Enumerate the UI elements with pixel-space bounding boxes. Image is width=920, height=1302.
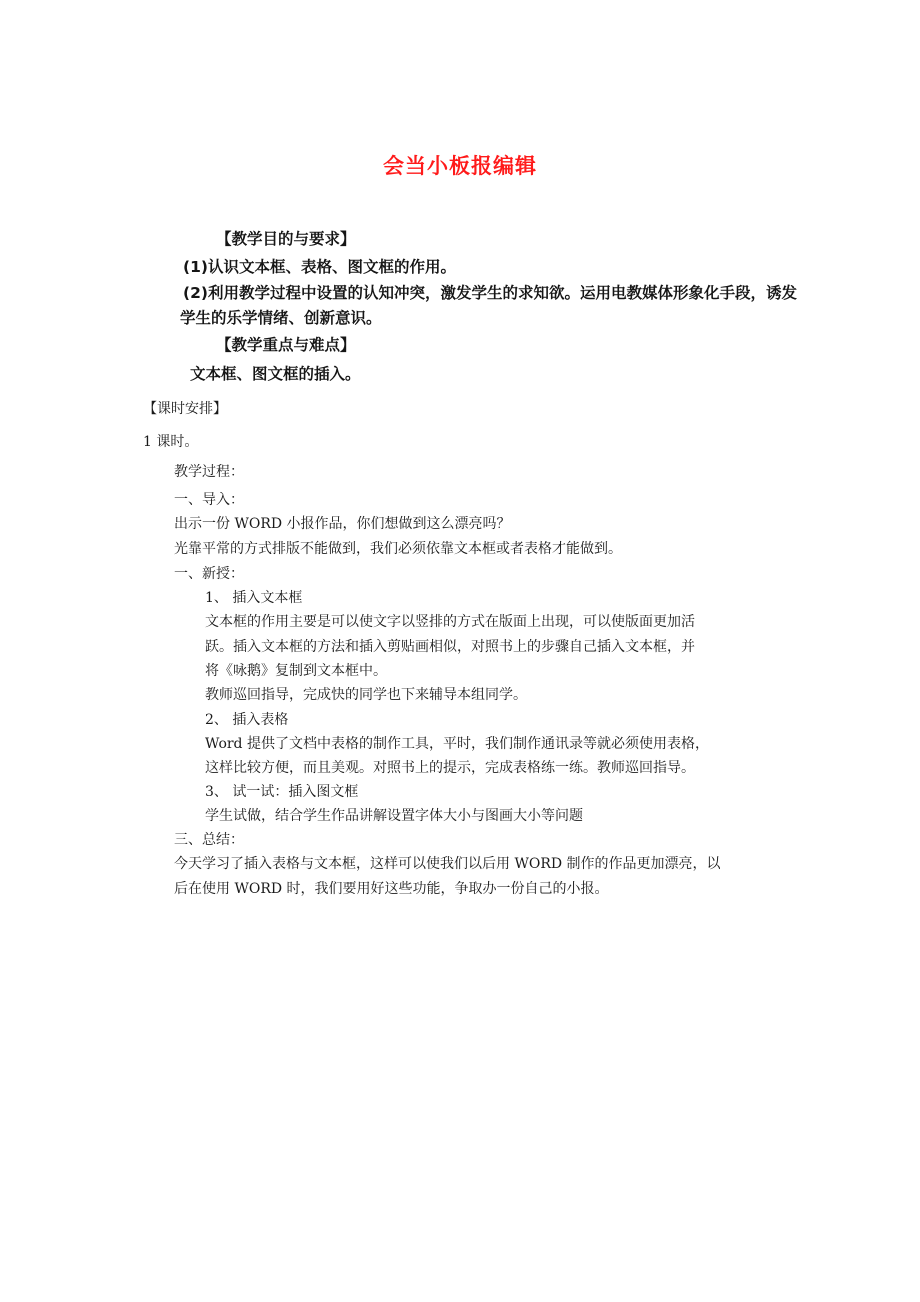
key-points-heading: 【教学重点与难点】 <box>216 336 356 354</box>
process-heading: 教学过程： <box>174 464 244 480</box>
key-points-content: 文本框、图文框的插入。 <box>190 365 361 383</box>
step-2-line-1: Word 提供了文档中表格的制作工具，平时，我们制作通讯录等就必须使用表格， <box>205 736 709 752</box>
schedule-content: 1 课时。 <box>143 434 199 450</box>
step-1-heading: 1、 插入文本框 <box>205 590 303 606</box>
summary-line-1: 今天学习了插入表格与文本框，这样可以使我们以后用 WORD 制作的作品更加漂亮，以 <box>174 856 721 872</box>
intro-heading: 一、导入： <box>174 492 244 508</box>
step-1-line-4: 教师巡回指导，完成快的同学也下来辅导本组同学。 <box>205 687 527 703</box>
objective-item-2-line-2: 学生的乐学情绪、创新意识。 <box>180 309 382 327</box>
intro-line-2: 光靠平常的方式排版不能做到，我们必须依靠文本框或者表格才能做到。 <box>174 541 622 557</box>
objective-item-1: (1)认识文本框、表格、图文框的作用。 <box>183 258 456 276</box>
schedule-heading: 【课时安排】 <box>143 401 227 417</box>
objective-item-2-line-1: (2)利用教学过程中设置的认知冲突，激发学生的求知欲。运用电教媒体形象化手段，诱发 <box>183 284 797 302</box>
intro-line-1: 出示一份 WORD 小报作品，你们想做到这么漂亮吗？ <box>174 516 511 532</box>
step-1-line-3: 将《咏鹅》复制到文本框中。 <box>205 663 387 679</box>
document-title: 会当小板报编辑 <box>383 154 537 178</box>
new-lesson-heading: 一、新授： <box>174 566 244 582</box>
summary-heading: 三、总结： <box>174 832 244 848</box>
step-3-line-1: 学生试做，结合学生作品讲解设置字体大小与图画大小等问题 <box>205 808 583 824</box>
step-2-heading: 2、 插入表格 <box>205 712 289 728</box>
summary-line-2: 后在使用 WORD 时，我们要用好这些功能，争取办一份自己的小报。 <box>174 881 609 897</box>
step-3-heading: 3、 试一试：插入图文框 <box>205 784 359 800</box>
objectives-heading: 【教学目的与要求】 <box>216 230 356 248</box>
step-1-line-2: 跃。插入文本框的方法和插入剪贴画相似，对照书上的步骤自己插入文本框，并 <box>205 639 695 655</box>
step-2-line-2: 这样比较方便，而且美观。对照书上的提示，完成表格练一练。教师巡回指导。 <box>205 760 695 776</box>
step-1-line-1: 文本框的作用主要是可以使文字以竖排的方式在版面上出现，可以使版面更加活 <box>205 614 695 630</box>
